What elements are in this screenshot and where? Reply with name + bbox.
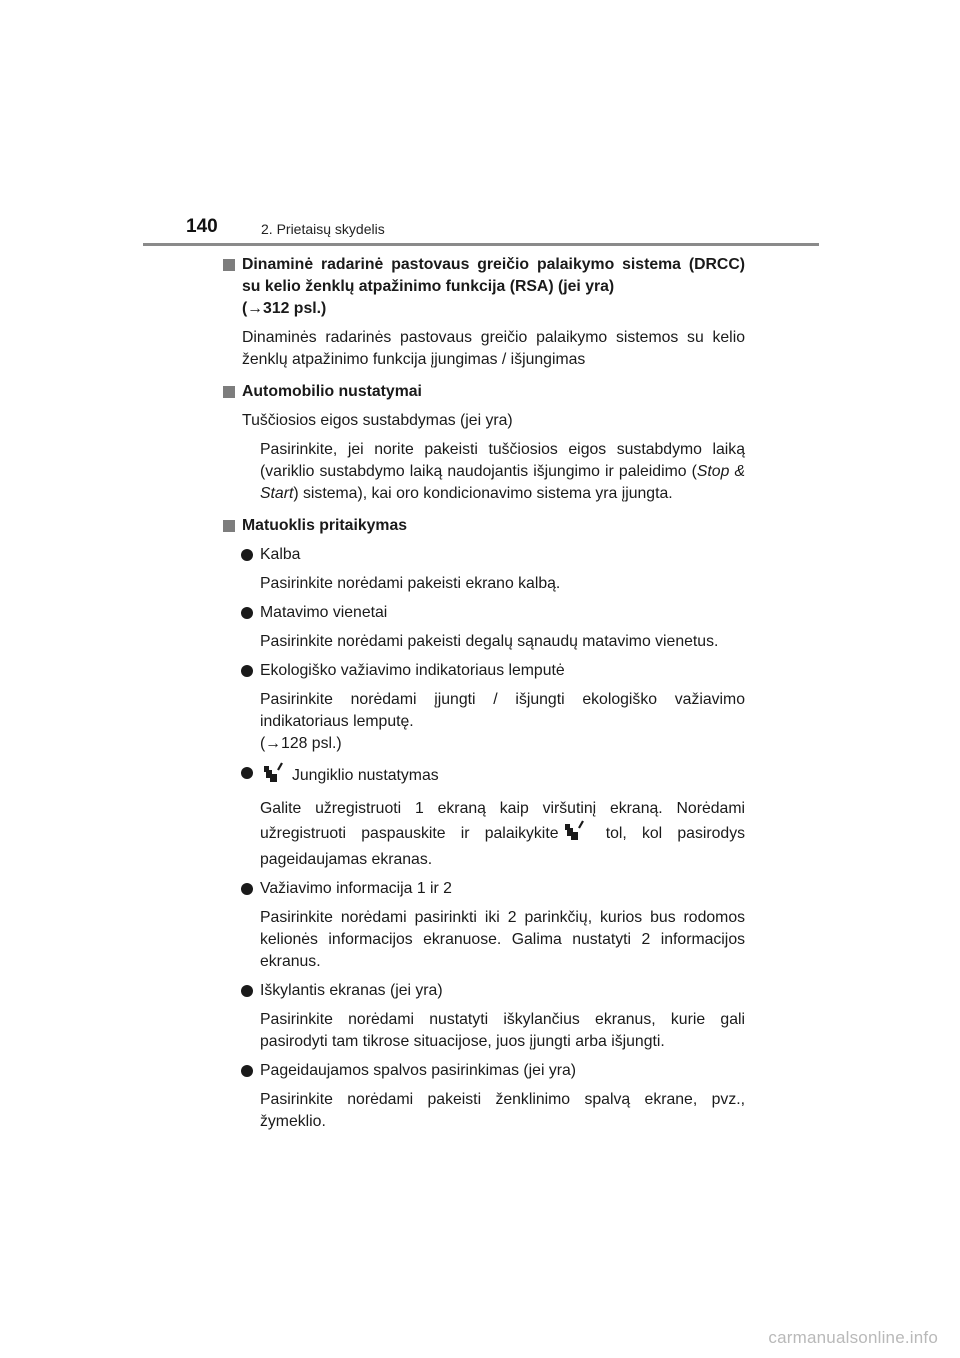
list-item-description: Pasirinkite norėdami nustatyti iškylančius ekranus, kurie gali pasirodyti tam tikrose situacijose, juos įjungti arba išjungti. <box>260 1011 745 1050</box>
stop-start-term: Stop & Start <box>260 463 745 502</box>
section-title: Matuoklis pritaikymas <box>242 517 408 534</box>
round-bullet-icon <box>241 665 253 677</box>
square-bullet-icon <box>223 386 235 398</box>
page-header <box>0 0 960 250</box>
round-bullet-icon <box>241 549 253 561</box>
list-item <box>222 660 745 682</box>
list-item <box>222 602 745 624</box>
list-item <box>222 878 745 900</box>
page-content <box>222 254 745 1140</box>
square-bullet-icon <box>223 259 235 271</box>
section-heading-drcc <box>222 254 745 320</box>
list-item-description: Pasirinkite norėdami pakeisti ženklinimo spalvą ekrane, pvz., žymeklio. <box>260 1091 745 1130</box>
round-bullet-icon <box>241 607 253 619</box>
section-heading-vehicle <box>222 381 745 403</box>
list-item-description: Galite užregistruoti 1 ekraną kaip viršutinį ekraną. Norėdami užregistruoti paspauskite ir palaikykite tol, kol pasirodys pageidaujamas ekranas. <box>260 800 746 868</box>
header-rule <box>143 243 819 246</box>
setting-item-idle-stop: Tuščiosios eigos sustabdymas (jei yra) <box>242 412 513 429</box>
page-number: 140 <box>186 216 218 237</box>
list-item-description: Pasirinkite norėdami įjungti / išjungti ekologiško važiavimo indikatoriaus lemputę. <box>260 691 745 730</box>
round-bullet-icon <box>241 767 253 779</box>
round-bullet-icon <box>241 883 253 895</box>
list-item-label: Kalba <box>260 546 301 563</box>
list-item-label: Važiavimo informacija 1 ir 2 <box>260 880 452 897</box>
list-item-label: Pageidaujamos spalvos pasirinkimas (jei yra) <box>260 1062 577 1079</box>
chapter-title: 2. Prietaisų skydelis <box>261 221 385 237</box>
list-item-label: Jungiklio nustatymas <box>292 767 439 784</box>
list-item-description: Pasirinkite norėdami pakeisti ekrano kalbą. <box>260 575 561 592</box>
display-switch-icon <box>563 820 585 849</box>
round-bullet-icon <box>241 1065 253 1077</box>
list-item-label: Matavimo vienetai <box>260 604 388 621</box>
square-bullet-icon <box>223 520 235 532</box>
list-item-description: Pasirinkite norėdami pakeisti degalų sąnaudų matavimo vienetus. <box>260 633 719 650</box>
page-reference: (→312 psl.) <box>242 300 327 317</box>
list-item-label: Ekologiško važiavimo indikatoriaus lemputė <box>260 662 565 679</box>
section-heading-gauge <box>222 515 745 537</box>
list-item <box>222 980 745 1002</box>
watermark: carmanualsonline.info <box>768 1328 938 1347</box>
list-item <box>222 1060 745 1082</box>
list-item-label: Iškylantis ekranas (jei yra) <box>260 982 443 999</box>
list-item <box>222 544 745 566</box>
setting-description: Pasirinkite, jei norite pakeisti tuščiosios eigos sustabdymo laiką (variklio sustabdymo laiką naudojantis išjungimo ir paleidimo (Stop & Start) sistema), kai oro kondicionavimo sistema yra įjungta. <box>260 441 745 502</box>
list-item <box>222 762 745 791</box>
section-title: Dinaminė radarinė pastovaus greičio palaikymo sistema (DRCC) su kelio ženklų atpažinimo funkcija (RSA) (jei yra) <box>242 256 745 295</box>
round-bullet-icon <box>241 985 253 997</box>
section-title: Automobilio nustatymai <box>242 383 422 400</box>
section-description: Dinaminės radarinės pastovaus greičio palaikymo sistemos su kelio ženklų atpažinimo funkcija įjungimas / išjungimas <box>242 329 745 368</box>
page-reference: (→128 psl.) <box>260 735 342 752</box>
display-switch-icon <box>262 762 284 791</box>
list-item-description: Pasirinkite norėdami pasirinkti iki 2 parinkčių, kurios bus rodomos kelionės informacijos ekranuose. Galima nustatyti 2 informacijos ekranus. <box>260 909 745 970</box>
